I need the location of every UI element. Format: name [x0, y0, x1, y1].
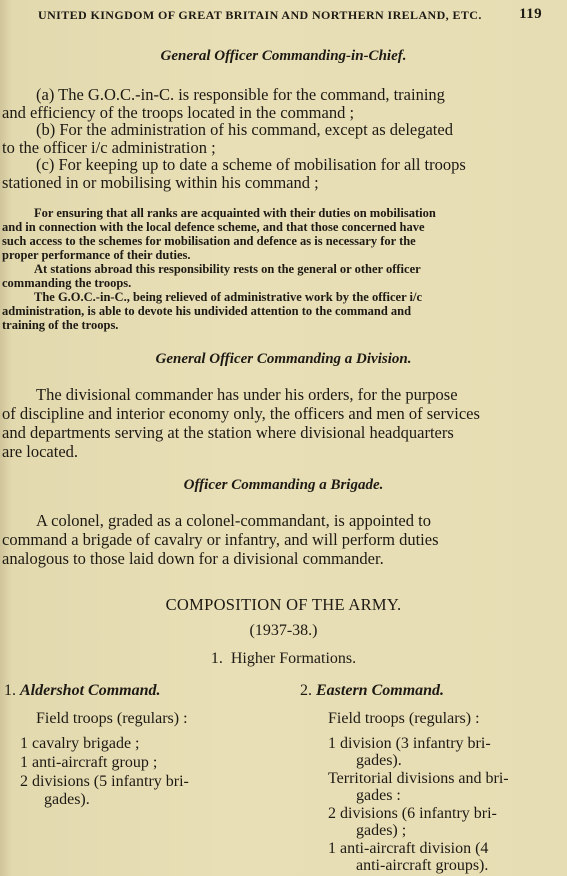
- brigade-line-3: analogous to those laid down for a divisional commander.: [2, 549, 384, 568]
- eastern-item-2-line-1: 2 divisions (6 infantry bri-: [328, 805, 497, 822]
- note-line-1: For ensuring that all ranks are acquainted with their duties on mobilisation: [34, 206, 436, 220]
- note-line-4: proper performance of their duties.: [2, 248, 191, 262]
- section-heading-goc-chief: General Officer Commanding-in-Chief.: [160, 48, 407, 64]
- note-line-7: The G.O.C.-in-C., being relieved of administrative work by the officer i/c: [34, 290, 423, 304]
- note-line-8: administration, is able to devote his undivided attention to the command and: [2, 304, 412, 318]
- note-line-9: training of the troops.: [2, 318, 119, 332]
- aldershot-field-troops: Field troops (regulars) :: [36, 710, 188, 727]
- aldershot-heading-text: Aldershot Command.: [20, 682, 161, 699]
- eastern-heading: [300, 682, 444, 700]
- section-heading-goc-division: General Officer Commanding a Division.: [155, 351, 412, 367]
- aldershot-item-3-line-2: gades).: [44, 791, 90, 808]
- brigade-line-1: A colonel, graded as a colonel-commandant, is appointed to: [36, 511, 431, 530]
- aldershot-item-1: 1 cavalry brigade ;: [20, 735, 140, 752]
- para-b-line-2: to the officer i/c administration ;: [2, 138, 216, 157]
- brigade-line-2: command a brigade of cavalry or infantry, and will perform duties: [2, 530, 439, 549]
- para-a-line-1: (a) The G.O.C.-in-C. is responsible for the command, training: [36, 85, 445, 104]
- note-line-5: At stations abroad this responsibility rests on the general or other officer: [34, 262, 421, 276]
- note-line-6: commanding the troops.: [2, 276, 132, 290]
- composition-title: COMPOSITION OF THE ARMY.: [165, 595, 402, 614]
- note-line-2: and in connection with the local defence scheme, and that those concerned have: [2, 220, 425, 234]
- note-line-3: such access to the schemes for mobilisation and defence as is necessary for the: [2, 234, 416, 248]
- eastern-territorial-line-2: gades :: [356, 787, 401, 804]
- eastern-item-2-line-2: gades) ;: [356, 822, 407, 839]
- aldershot-item-2: 1 anti-aircraft group ;: [20, 754, 158, 771]
- aldershot-item-3-line-1: 2 divisions (5 infantry bri-: [20, 773, 189, 790]
- eastern-item-3-line-2: anti-aircraft groups).: [356, 857, 489, 874]
- running-header: [38, 8, 554, 23]
- aldershot-heading: [4, 682, 160, 700]
- eastern-heading-text: Eastern Command.: [316, 682, 445, 699]
- composition-years: (1937-38.): [249, 622, 318, 639]
- division-line-1: The divisional commander has under his orders, for the purpose: [36, 385, 458, 404]
- eastern-item-3-line-1: 1 anti-aircraft division (4: [328, 840, 489, 857]
- page-number: 119: [519, 6, 542, 22]
- division-line-4: are located.: [2, 442, 79, 461]
- eastern-territorial-line-1: Territorial divisions and bri-: [328, 770, 509, 787]
- running-title: UNITED KINGDOM OF GREAT BRITAIN AND NORTHERN IRELAND, ETC.: [38, 8, 482, 22]
- para-c-line-2: stationed in or mobilising within his command ;: [2, 173, 319, 192]
- para-c-line-1: (c) For keeping up to date a scheme of mobilisation for all troops: [36, 155, 466, 174]
- para-a-line-2: and efficiency of the troops located in the command ;: [2, 103, 355, 122]
- aldershot-heading-number: 1.: [4, 682, 16, 699]
- eastern-item-1-line-2: gades).: [356, 752, 402, 769]
- higher-formations-heading: 1. Higher Formations.: [210, 650, 357, 667]
- section-heading-brigade: Officer Commanding a Brigade.: [183, 477, 384, 493]
- eastern-heading-number: 2.: [300, 682, 312, 699]
- division-line-3: and departments serving at the station where divisional headquarters: [2, 423, 454, 442]
- para-b-line-1: (b) For the administration of his command, except as delegated: [36, 120, 453, 139]
- eastern-item-1-line-1: 1 division (3 infantry bri-: [328, 735, 491, 752]
- eastern-field-troops: Field troops (regulars) :: [328, 710, 480, 727]
- division-line-2: of discipline and interior economy only, the officers and men of services: [2, 404, 480, 423]
